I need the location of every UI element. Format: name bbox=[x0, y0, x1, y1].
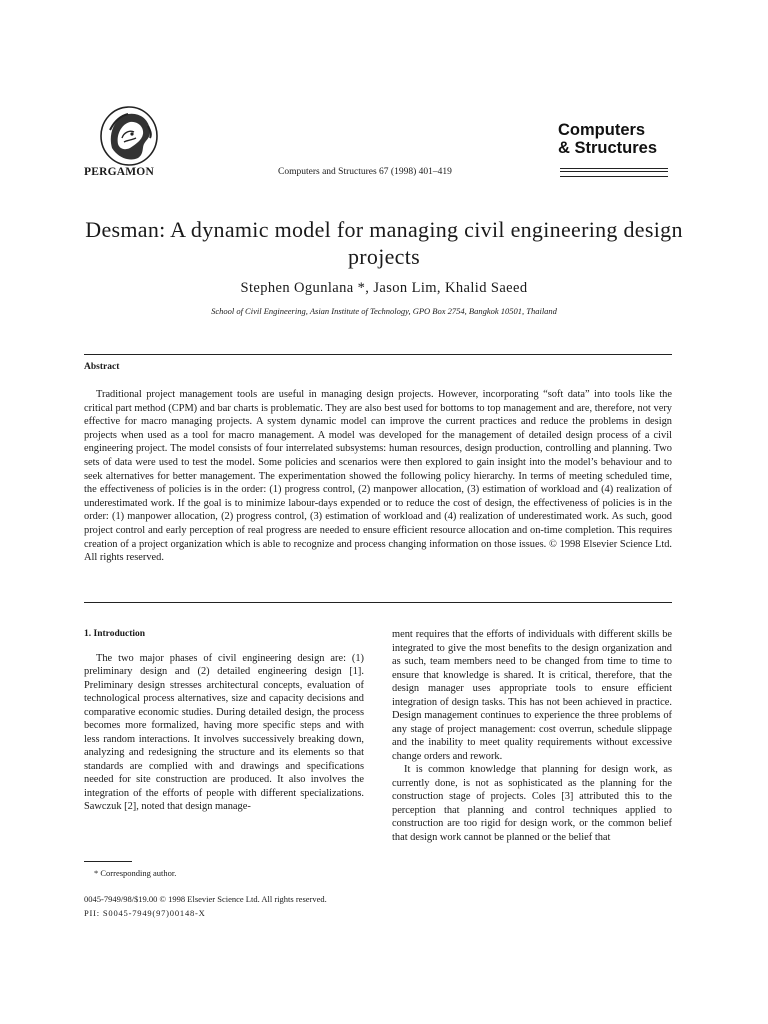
copyright-line: 0045-7949/98/$19.00 © 1998 Elsevier Science Ltd. All rights reserved. bbox=[84, 894, 327, 904]
footnote-rule bbox=[84, 861, 132, 862]
pii-line: PII: S0045-7949(97)00148-X bbox=[84, 908, 206, 918]
right-column bbox=[392, 628, 672, 844]
introduction-paragraph-continued: ment requires that the efforts of individuals with different skills be integrated to give the most benefits to the design organization and as such, team members need to be changed from time to time to ensure that knowledge is shared. It is critical, therefore, that the design manager uses appropriate tools to ensure efficient integration of design tasks. This has not been achieved in practice. Design management continues to experience the three problems of any stage of project management: cost overrun, schedule slippage and the inability to meet quality requirements without excessive change orders and rework. bbox=[392, 629, 672, 762]
brand-rule bbox=[560, 176, 668, 177]
abstract-top-rule bbox=[84, 354, 672, 355]
article-authors: Stephen Ogunlana *, Jason Lim, Khalid Saeed bbox=[240, 280, 528, 296]
brand-rule bbox=[560, 168, 668, 169]
left-column bbox=[84, 628, 364, 814]
journal-citation: Computers and Structures 67 (1998) 401–419 bbox=[278, 167, 452, 177]
abstract-bottom-rule bbox=[84, 602, 672, 603]
journal-brand-line2: & Structures bbox=[558, 139, 658, 157]
introduction-paragraph: It is common knowledge that planning for design work, as currently done, is not as sophisticated as the planning for the construction stage of projects. Coles [3] attributed this to the perception that planning and control techniques applied to construction are too rigid for design work, or the common belief that design work cannot be planned or the belief that bbox=[392, 764, 672, 843]
publisher-name: PERGAMON bbox=[84, 166, 154, 178]
section-heading-introduction: 1. Introduction bbox=[84, 629, 146, 639]
introduction-paragraph: The two major phases of civil engineering design are: (1) preliminary design and (2) detailed engineering design [1]. Preliminary design stresses architectural concepts, evaluation of technological process alternatives, size and capacity decisions and comparative economic studies. During detailed design, the process becomes more formalized, having more specific steps and with less random interactions. It involves successively breaking down, analyzing and redesigning the structure and its elements so that standards are complied with and drawings and specifications needed for site construction are produced. It also involves the integration of the efforts of people with different specializations. Sawczuk [2], noted that design manage- bbox=[84, 652, 364, 812]
publisher-logo bbox=[98, 104, 160, 168]
article-title: Desman: A dynamic model for managing civil engineering design projects bbox=[85, 217, 683, 269]
author-affiliation: School of Civil Engineering, Asian Institute of Technology, GPO Box 2754, Bangkok 10501, Thailand bbox=[211, 306, 557, 316]
journal-brand bbox=[558, 121, 657, 157]
journal-brand-line1: Computers bbox=[558, 121, 646, 139]
abstract-heading: Abstract bbox=[84, 362, 120, 372]
brand-rule bbox=[560, 171, 668, 172]
abstract-body: Traditional project management tools are useful in managing design projects. However, incorporating “soft data” into tools like the critical part method (CPM) and bar charts is problematic. They are also best used for bottoms to top management and are, therefore, not very effective for macro managing projects. A system dynamic model can improve the current practices and reduce the problems in design projects when used as a tool for macro management. A model was developed for the management of detailed design process of a civil engineering project. The model consists of four interrelated subsystems: human resources, design production, controlling and planning. Two sets of data were used to test the model. Some policies and scenarios were then explored to gain insight into the model’s behaviour and to seek alternatives for better management. The experimentation showed the following policy hierarchy. In terms of meeting scheduled time, the effectiveness of policies is in the order: (1) progress control, (2) manpower allocation, (3) estimation of workload and (4) realization of underestimated work. If the goal is to minimize labour-days expended or to reduce the cost of design, the effectiveness of policies is in the order: (1) manpower allocation, (2) progress control, (3) estimation of workload and (4) realization of underestimated work. As such, good project control and early perception of real progress are needed to ensure efficient resource allocation and on-time completion. This requires creation of a project organization which is able to recognize and process changing information on those issues. © 1998 Elsevier Science Ltd. All rights reserved. bbox=[84, 389, 672, 564]
corresponding-author-footnote: * Corresponding author. bbox=[94, 868, 177, 878]
